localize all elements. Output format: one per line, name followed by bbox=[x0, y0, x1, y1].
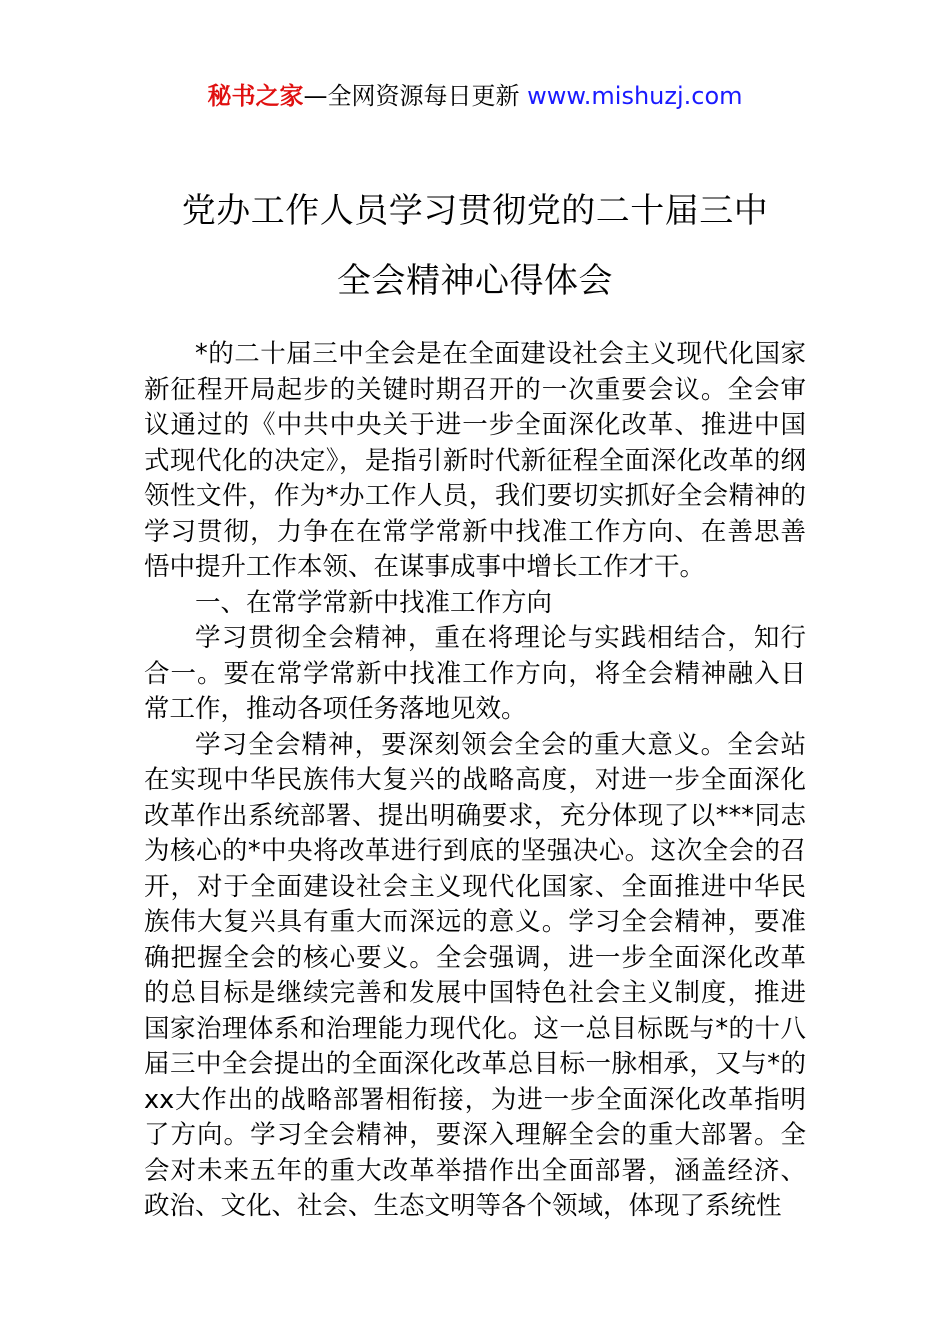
section-heading-1: 一、在常学常新中找准工作方向 bbox=[195, 587, 553, 618]
brand-name: 秘书之家 bbox=[207, 82, 304, 110]
title-line-1: 党办工作人员学习贯彻党的二十届三中 bbox=[181, 191, 769, 231]
title-line-2: 全会精神心得体会 bbox=[337, 261, 613, 301]
paragraph-section-1-detail: 学习全会精神，要深刻领会全会的重大意义。全会站在实现中华民族伟大复兴的战略高度，对进一步全面深化改革作出系统部署、提出明确要求，充分体现了以***同志为核心的*中央将改革进行到底的坚强决心。这次全会的召开，对于全面建设社会主义现代化国家、全面推进中华民族伟大复兴具有重大而深远的意义。学习全会精神，要准确把握全会的核心要义。全会强调，进一步全面深化改革的总目标是继续完善和发展中国特色社会主义制度，推进国家治理体系和治理能力现代化。这一总目标既与*的十八届三中全会提出的全面深化改革总目标一脉相承，又与*的xx大作出的战略部署相衔接，为进一步全面深化改革指明了方向。学习全会精神，要深入理解全会的重大部署。全会对未来五年的重大改革举措作出全面部署，涵盖经济、政治、文化、社会、生态文明等各个领域，体现了系统性 bbox=[144, 729, 806, 1221]
document-body bbox=[144, 337, 806, 1225]
paragraph-intro: *的二十届三中全会是在全面建设社会主义现代化国家新征程开局起步的关键时期召开的一次重要会议。全会审议通过的《中共中央关于进一步全面深化改革、推进中国式现代化的决定》，是指引新时代新征程全面深化改革的纲领性文件，作为*办工作人员，我们要切实抓好全会精神的学习贯彻，力争在在常学常新中找准工作方向、在善思善悟中提升工作本领、在谋事成事中增长工作才干。 bbox=[144, 339, 806, 582]
site-header bbox=[0, 80, 950, 112]
header-tagline: —全网资源每日更新 bbox=[303, 82, 528, 110]
site-url-link[interactable]: www.mishuzj.com bbox=[527, 82, 743, 110]
document-title bbox=[100, 176, 850, 316]
paragraph-section-1-intro: 学习贯彻全会精神，重在将理论与实践相结合，知行合一。要在常学常新中找准工作方向，将全会精神融入日常工作，推动各项任务落地见效。 bbox=[144, 623, 806, 724]
